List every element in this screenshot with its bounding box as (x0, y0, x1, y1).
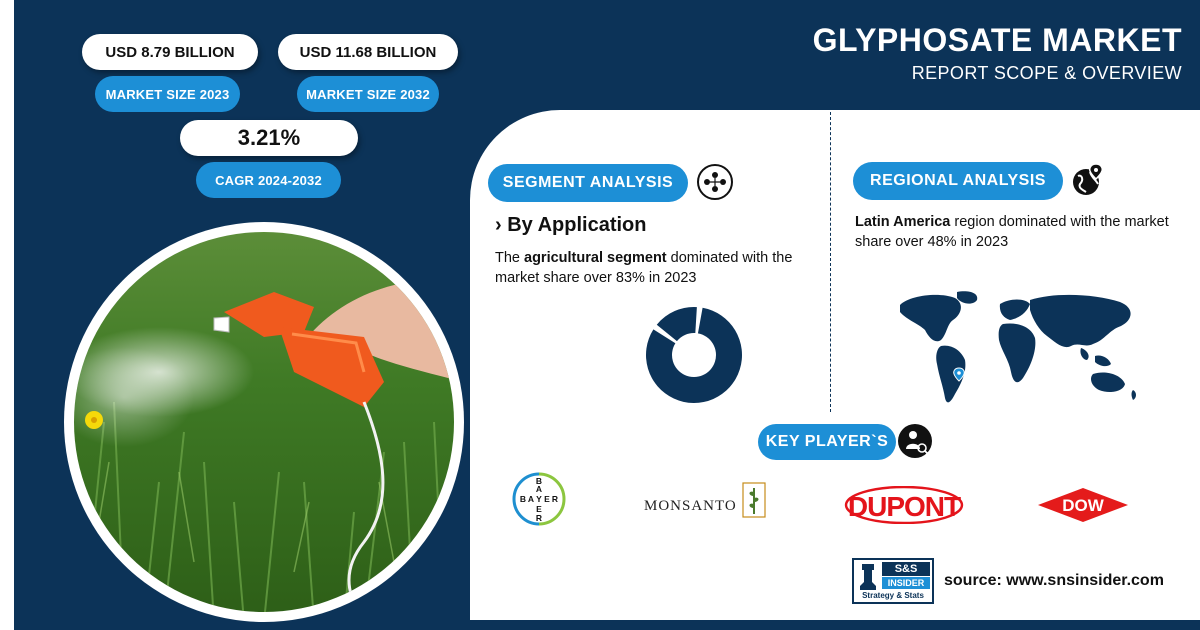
segment-text-before: The (495, 250, 525, 266)
segment-text-bold: agricultural segment (524, 250, 667, 266)
dupont-logo (844, 486, 964, 524)
segment-analysis-heading: SEGMENT ANALYSIS (488, 164, 688, 202)
world-map (895, 290, 1140, 410)
market-size-2023-value: USD 8.79 BILLION (82, 34, 258, 70)
svg-text:Y: Y (536, 494, 542, 504)
svg-text:B: B (519, 494, 527, 504)
by-application-label: › By Application (495, 214, 647, 236)
chess-piece-icon (856, 562, 880, 592)
regional-analysis-heading: REGIONAL ANALYSIS (853, 162, 1063, 200)
grass-spray-image (64, 222, 464, 622)
segment-text-after: dominated with the market share over 83% in 2023 (495, 250, 793, 286)
dow-logo (1036, 486, 1130, 524)
cagr-value: 3.21% (180, 120, 358, 156)
bayer-logo (512, 472, 566, 526)
svg-text:B: B (535, 476, 543, 486)
sns-logo-mid: INSIDER (882, 577, 930, 589)
regional-text-after: region dominated with the market share over 48% in 2023 (855, 214, 1169, 250)
globe-pin-icon (1070, 162, 1106, 198)
sns-insider-logo (852, 558, 934, 604)
market-size-2032-value: USD 11.68 BILLION (278, 34, 458, 70)
svg-text:A: A (527, 494, 535, 504)
segment-people-icon (697, 164, 733, 200)
key-players-heading: KEY PLAYER`S (758, 424, 896, 460)
segment-donut-chart (644, 305, 744, 405)
source-text: source: www.snsinsider.com (944, 572, 1164, 589)
svg-text:E: E (536, 504, 542, 514)
sns-logo-bottom: Strategy & Stats (862, 591, 924, 600)
regional-text-bold: Latin America (855, 214, 951, 230)
title-block (813, 22, 1182, 84)
monsanto-logo: MONSANTO (644, 498, 737, 514)
sns-logo-top: S&S (882, 562, 930, 576)
market-size-2023-label: MARKET SIZE 2023 (95, 76, 240, 112)
spray-photo (64, 222, 464, 622)
page-subtitle: REPORT SCOPE & OVERVIEW (911, 63, 1182, 83)
svg-text:E: E (544, 494, 550, 504)
svg-text:R: R (551, 494, 559, 504)
cagr-label: CAGR 2024-2032 (196, 162, 341, 198)
regional-text (855, 212, 1190, 252)
svg-text:R: R (535, 513, 543, 523)
left-white-strip (0, 0, 14, 630)
monsanto-leaf-icon (742, 482, 766, 518)
key-player-icon (898, 424, 932, 458)
svg-text:DOW: DOW (1062, 496, 1104, 515)
page-title: GLYPHOSATE MARKET (812, 22, 1182, 58)
section-divider (830, 112, 831, 412)
svg-text:A: A (535, 484, 543, 494)
segment-text (495, 248, 815, 288)
market-size-2032-label: MARKET SIZE 2032 (297, 76, 439, 112)
svg-text:DUPONT: DUPONT (847, 491, 961, 522)
